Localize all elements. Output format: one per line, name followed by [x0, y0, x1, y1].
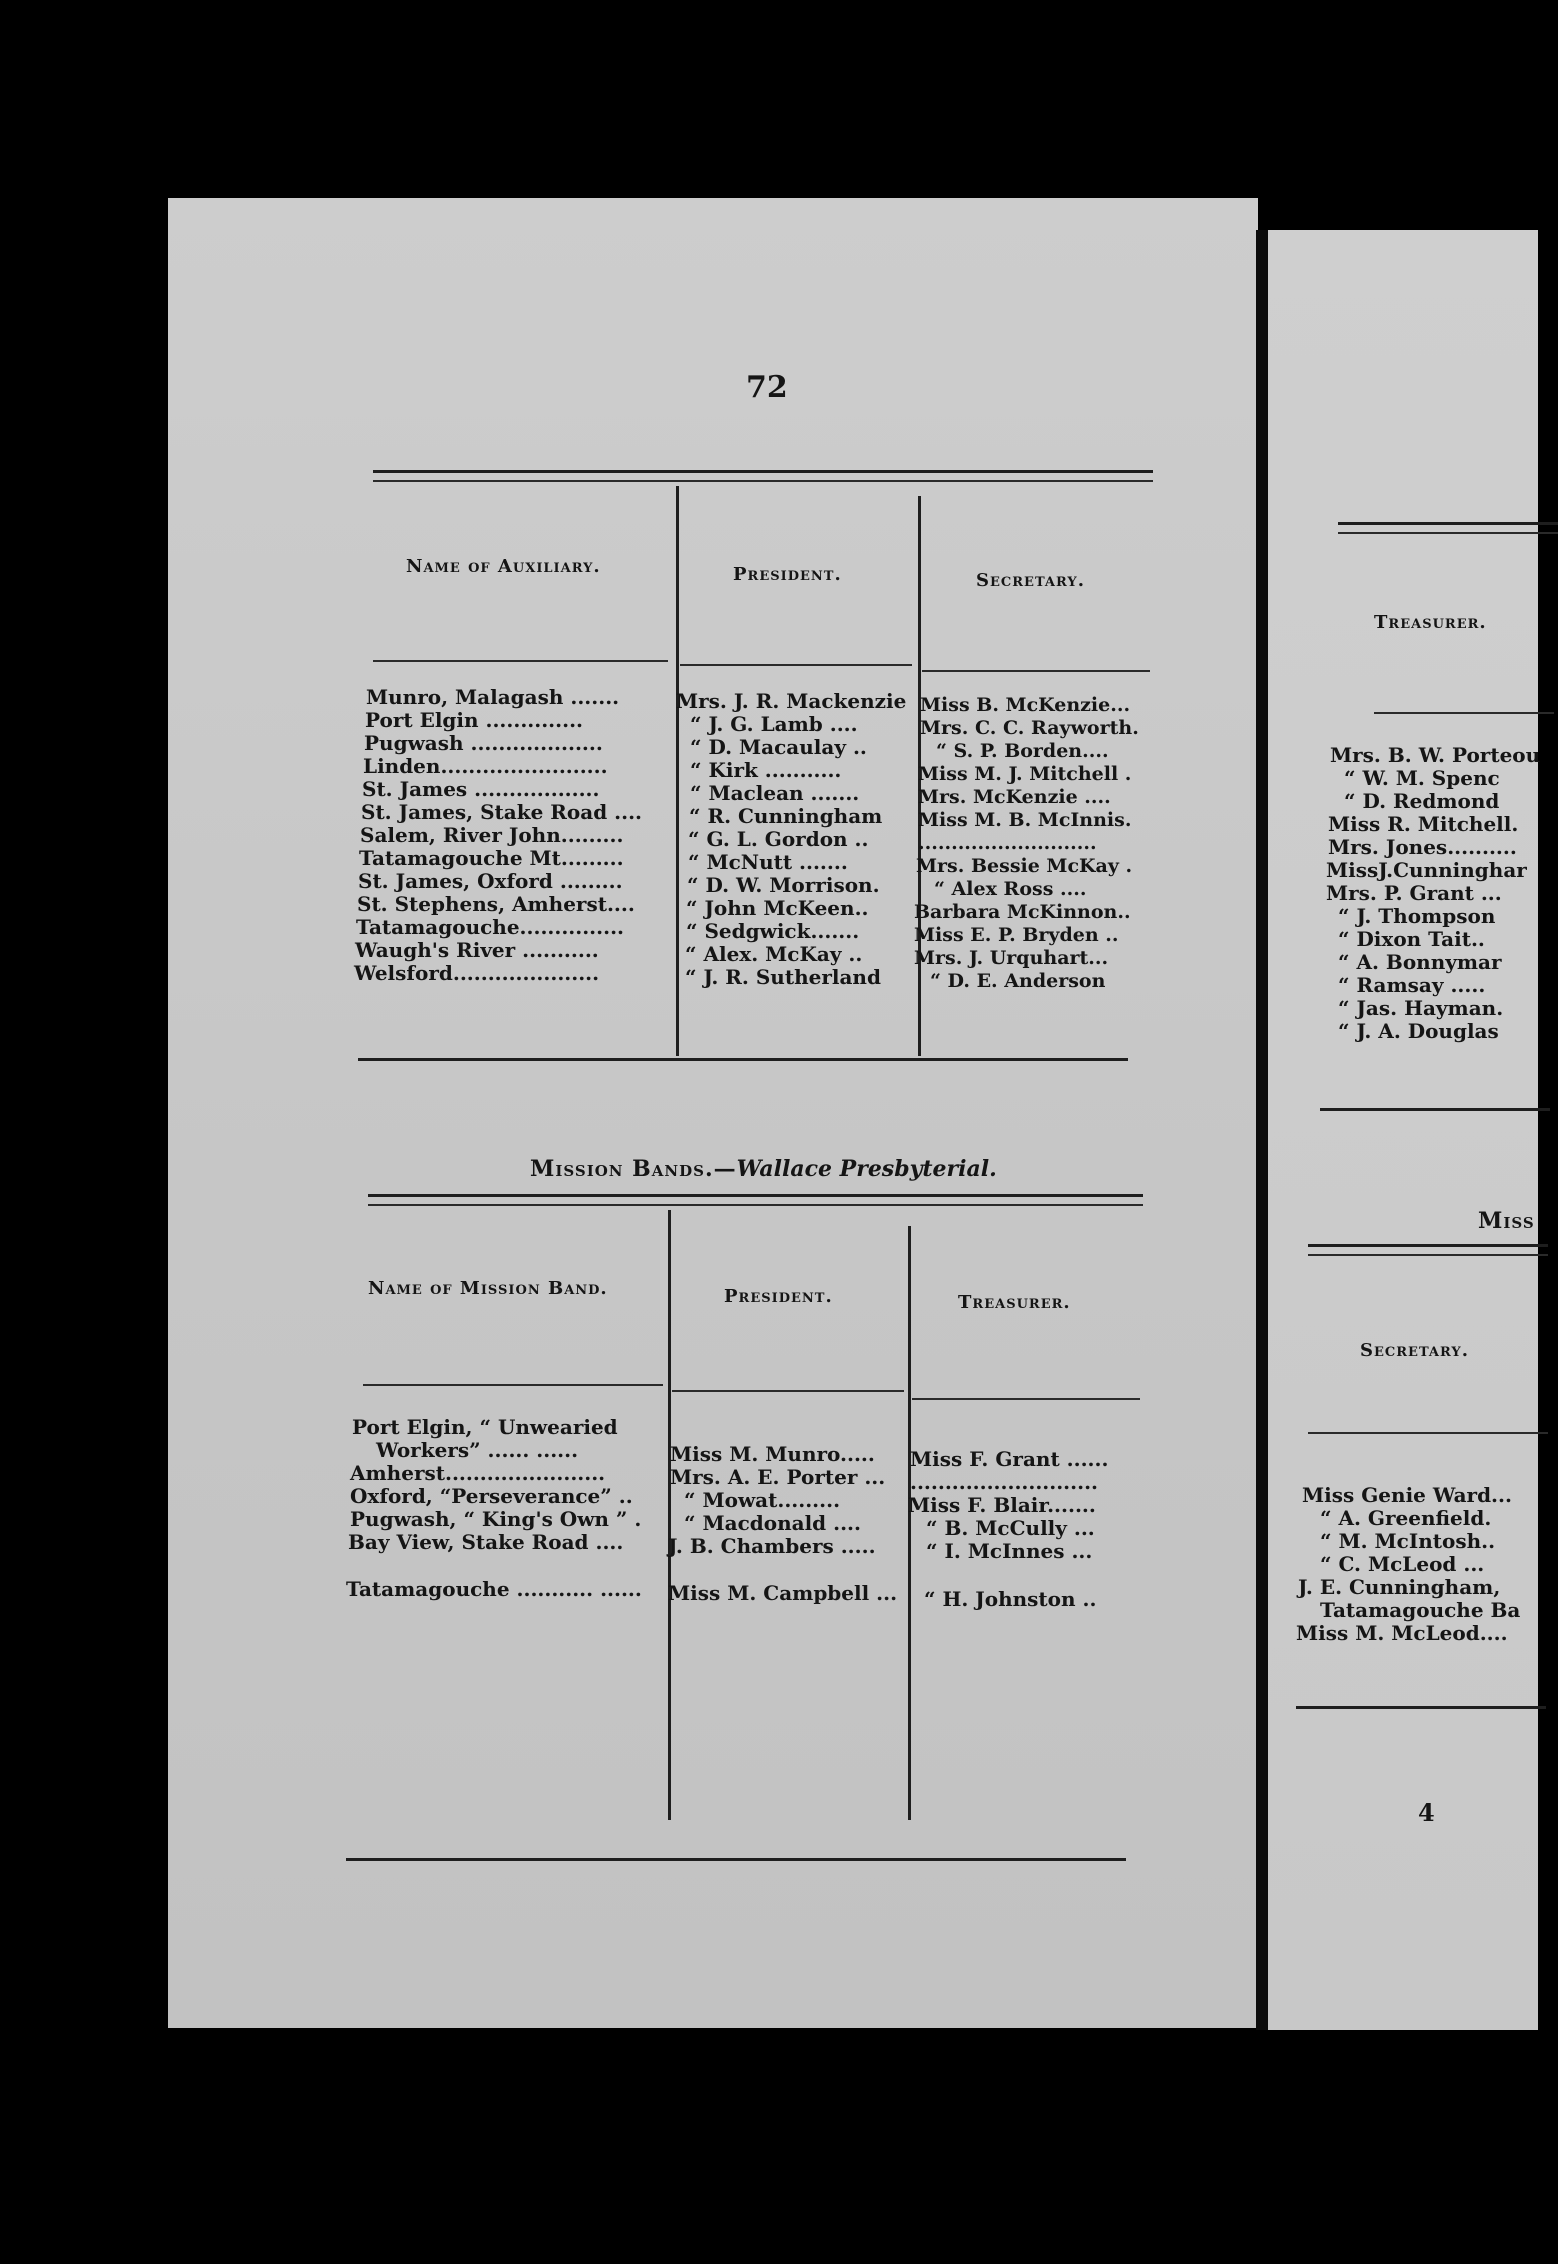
table-cell: “ Kirk ...........	[690, 758, 842, 782]
table-cell: Miss M. B. McInnis.	[918, 809, 1132, 831]
mission-top-rule	[368, 1194, 1143, 1197]
table-cell: “ Ramsay .....	[1338, 973, 1486, 997]
table-cell: St. James ..................	[362, 777, 600, 801]
mission-bottom-rule	[346, 1858, 1126, 1861]
table-cell: “ R. Cunningham	[689, 804, 883, 828]
table-cell: ...........................	[910, 1470, 1098, 1494]
table-cell: “ Mowat.........	[684, 1488, 841, 1512]
header-treasurer: Treasurer.	[1374, 612, 1487, 633]
table-cell: “ S. P. Borden....	[936, 740, 1109, 762]
table-cell: “ Dixon Tait..	[1338, 927, 1485, 951]
table-cell: Miss M. Munro.....	[670, 1442, 875, 1466]
table-cell: St. James, Oxford .........	[358, 869, 623, 893]
header-rule	[912, 1398, 1140, 1400]
header-rule	[1374, 712, 1554, 714]
mission-bands-subtitle: Wallace Presbyterial.	[736, 1156, 997, 1182]
table-cell: St. James, Stake Road ....	[361, 800, 643, 824]
table-cell: Miss F. Grant ......	[910, 1447, 1109, 1471]
table-bottom-rule	[358, 1058, 1128, 1061]
header-rule	[922, 670, 1150, 672]
table-cell: “ Jas. Hayman.	[1338, 996, 1504, 1020]
table-cell: “ D. W. Morrison.	[687, 873, 880, 897]
table-cell: “ Sedgwick.......	[686, 919, 860, 943]
table-cell: Tatamagouche ........... ......	[346, 1577, 642, 1601]
header-name-of-auxiliary: Name of Auxiliary.	[406, 556, 601, 577]
table-cell: “ D. Macaulay ..	[690, 735, 867, 759]
table-top-rule	[373, 470, 1153, 473]
table-cell: ...........................	[918, 832, 1097, 854]
table-cell: Tatamagouche Ba	[1320, 1598, 1521, 1622]
header-secretary: Secretary.	[976, 570, 1085, 591]
header-secretary: Secretary.	[1360, 1340, 1469, 1361]
table-cell: “ D. Redmond	[1344, 789, 1500, 813]
table-cell: Miss E. P. Bryden ..	[914, 924, 1119, 946]
table-cell: “ M. McIntosh..	[1320, 1529, 1496, 1553]
table-cell: MissJ.Cunninghar	[1326, 858, 1527, 882]
table-cell: Mrs. A. E. Porter ...	[670, 1465, 886, 1489]
table-cell: “ B. McCully ...	[926, 1516, 1095, 1540]
mission-top-rule-2	[368, 1204, 1143, 1206]
header-treasurer: Treasurer.	[958, 1292, 1071, 1313]
table-cell: Mrs. B. W. Porteou	[1330, 743, 1541, 767]
table-cell: “ H. Johnston ..	[924, 1587, 1097, 1611]
table-cell: “ G. L. Gordon ..	[688, 827, 869, 851]
table-cell: Tatamagouche...............	[356, 915, 624, 939]
table-cell: “ A. Greenfield.	[1320, 1506, 1492, 1530]
table-cell: Oxford, “Perseverance” ..	[350, 1484, 633, 1508]
table-cell: Waugh's River ...........	[355, 938, 599, 962]
table-cell: “ A. Bonnymar	[1338, 950, 1502, 974]
table-cell: Port Elgin ..............	[365, 708, 583, 732]
column-divider	[668, 1210, 671, 1820]
table-bottom-rule	[1320, 1108, 1550, 1111]
table-cell: “ Maclean .......	[690, 781, 860, 805]
table-cell: Mrs. P. Grant ...	[1326, 881, 1502, 905]
table-cell: Pugwash ...................	[364, 731, 603, 755]
mission-title-partial: Miss	[1478, 1208, 1535, 1234]
left-page	[168, 198, 1258, 2028]
table-cell: Workers” ...... ......	[376, 1438, 579, 1462]
header-president: President.	[724, 1286, 833, 1307]
table-cell: “ McNutt .......	[688, 850, 848, 874]
table-top-rule	[1338, 522, 1558, 525]
mission-bottom-rule	[1296, 1706, 1546, 1709]
table-top-rule-2	[1338, 532, 1558, 534]
table-cell: Mrs. Jones..........	[1328, 835, 1517, 859]
table-cell: “ J. R. Sutherland	[685, 965, 881, 989]
table-cell: “ D. E. Anderson	[930, 970, 1106, 992]
mission-top-rule	[1308, 1244, 1548, 1247]
table-cell: Mrs. McKenzie ....	[918, 786, 1111, 808]
column-divider	[676, 486, 679, 1056]
table-cell: Mrs. J. Urquhart...	[914, 947, 1109, 969]
table-cell: J. B. Chambers .....	[668, 1534, 876, 1558]
table-cell: “ W. M. Spenc	[1344, 766, 1500, 790]
table-cell: “ Macdonald ....	[684, 1511, 861, 1535]
header-name-of-mission-band: Name of Mission Band.	[368, 1278, 608, 1299]
table-cell: Miss R. Mitchell.	[1328, 812, 1519, 836]
table-cell: Mrs. C. C. Rayworth.	[920, 717, 1139, 739]
table-cell: Miss F. Blair.......	[908, 1493, 1096, 1517]
table-cell: Pugwash, “ King's Own ” .	[350, 1507, 642, 1531]
header-rule	[672, 1390, 904, 1392]
table-cell: Linden........................	[363, 754, 608, 778]
table-cell: Bay View, Stake Road ....	[348, 1530, 624, 1554]
header-rule	[363, 1384, 663, 1386]
table-cell: “ Alex. McKay ..	[685, 942, 863, 966]
column-divider	[908, 1226, 911, 1820]
header-president: President.	[733, 564, 842, 585]
table-cell: Munro, Malagash .......	[366, 685, 620, 709]
table-cell: “ C. McLeod ...	[1320, 1552, 1485, 1576]
table-cell: “ John McKeen..	[686, 896, 869, 920]
header-rule	[1308, 1432, 1548, 1434]
book-spine	[1256, 230, 1268, 2030]
table-cell: “ J. A. Douglas	[1338, 1019, 1499, 1043]
table-cell: Miss M. J. Mitchell .	[918, 763, 1132, 785]
table-cell: Miss B. McKenzie...	[920, 694, 1131, 716]
table-cell: “ J. G. Lamb ....	[690, 712, 858, 736]
page-number: 72	[746, 370, 788, 405]
table-cell: “ Alex Ross ....	[934, 878, 1087, 900]
table-top-rule-2	[373, 480, 1153, 482]
mission-top-rule-2	[1308, 1254, 1548, 1256]
table-cell: Salem, River John.........	[360, 823, 624, 847]
table-cell: Miss M. Campbell ...	[668, 1581, 898, 1605]
mission-bands-title-text: Mission Bands.—	[530, 1156, 737, 1182]
table-cell: Miss M. McLeod....	[1296, 1621, 1508, 1645]
table-cell: Tatamagouche Mt.........	[359, 846, 624, 870]
table-cell: “ I. McInnes ...	[926, 1539, 1093, 1563]
table-cell: Amherst.......................	[350, 1461, 606, 1485]
table-cell: Port Elgin, “ Unwearied	[352, 1415, 618, 1439]
table-cell: Miss Genie Ward...	[1302, 1483, 1512, 1507]
table-cell: “ J. Thompson	[1338, 904, 1496, 928]
page-number: 4	[1418, 1798, 1435, 1827]
table-cell: J. E. Cunningham,	[1298, 1575, 1501, 1599]
table-cell: Mrs. Bessie McKay .	[916, 855, 1133, 877]
header-rule	[373, 660, 668, 662]
right-page	[1268, 230, 1541, 2030]
mission-bands-title	[530, 1156, 997, 1182]
table-cell: Mrs. J. R. Mackenzie	[676, 689, 907, 713]
table-cell: Welsford.....................	[354, 961, 600, 985]
table-cell: St. Stephens, Amherst....	[357, 892, 635, 916]
header-rule	[680, 664, 912, 666]
table-cell: Barbara McKinnon..	[914, 901, 1131, 923]
